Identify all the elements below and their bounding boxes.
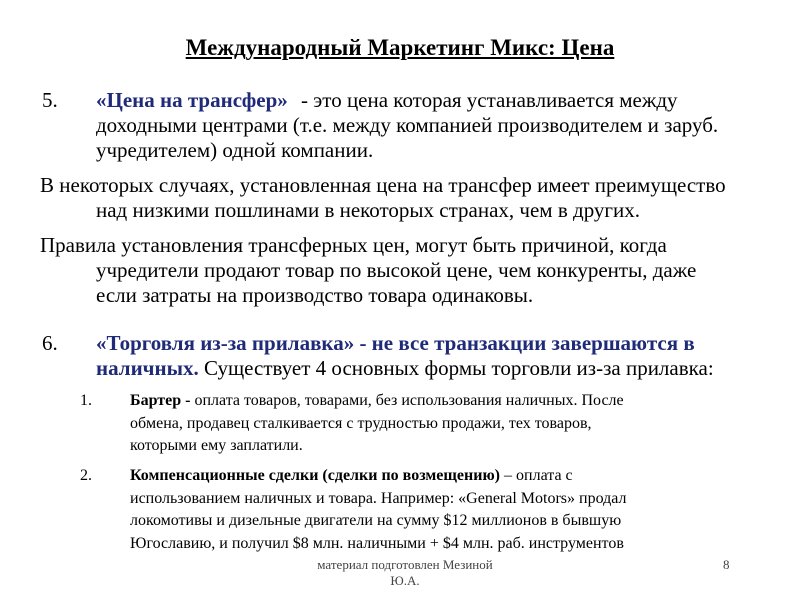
item-5-term: «Цена на трансфер» [96, 88, 288, 112]
item-6-bold-line-1: «Торговля из-за прилавка» - не все транзакции завершаются в [96, 331, 695, 355]
sub-1-line-3: которыми ему заплатили. [130, 437, 303, 454]
item-5-line-1 [96, 88, 678, 113]
item-5-text-line-1: - это цена которая устанавливается между [295, 88, 678, 112]
sub-1-line-2: обмена, продавец сталкивается с трудностью продажи, тех товаров, [130, 414, 592, 432]
sub-1-number: 1. [80, 392, 92, 409]
sub-2-line-4: Югославию, и получил $8 млн. наличными + $4 млн. раб. инструментов [130, 534, 624, 552]
footer-credit-line-2: Ю.А. [390, 573, 420, 588]
item-5-text-line-2: доходными центрами (т.е. между компанией производителем и заруб. [96, 113, 719, 137]
para-1-line-2: над низкими пошлинами в некоторых странах, чем в других. [96, 198, 641, 222]
page-number: 8 [723, 557, 730, 572]
para-1-line-1: В некоторых случаях, установленная цена на трансфер имеет преимущество [40, 173, 726, 197]
item-5-number: 5. [42, 88, 58, 112]
sub-1-line-1 [130, 390, 624, 413]
item-6-bold-line-2: наличных. [96, 356, 199, 380]
sub-2-text-line-1: – оплата с [500, 467, 573, 484]
sub-2-line-2: использованием наличных и товара. Например: «General Motors» продал [130, 489, 627, 507]
slide-title: Международный Маркетинг Микс: Цена [185, 35, 615, 60]
item-6-plain-line-2: Существует 4 основных формы торговли из-за прилавка: [198, 356, 714, 380]
sub-2-line-3: локомотивы и дизельные двигатели на сумму $12 миллионов в бывшую [130, 512, 622, 529]
item-5-text-line-3: учредителем) одной компании. [96, 138, 374, 162]
item-6-number: 6. [42, 331, 58, 355]
sub-1-text-line-1: оплата товаров, товарами, без использования наличных. После [194, 392, 624, 409]
footer-credit-line-1: материал подготовлен Мезиной [317, 557, 493, 572]
sub-2-term: Компенсационные сделки (сделки по возмещению) [130, 467, 501, 484]
para-2-line-2: учредители продают товар по высокой цене, чем конкуренты, даже [96, 258, 697, 282]
sub-1-term: Бартер - [130, 392, 195, 409]
sub-2-number: 2. [80, 467, 92, 484]
para-2-line-1: Правила установления трансферных цен, могут быть причиной, когда [40, 233, 667, 257]
sub-2-line-1 [130, 465, 573, 488]
footer-credit [280, 557, 530, 589]
para-2-line-3: если затраты на производство товара одинаковы. [96, 283, 534, 307]
item-6-line-2 [96, 356, 714, 381]
